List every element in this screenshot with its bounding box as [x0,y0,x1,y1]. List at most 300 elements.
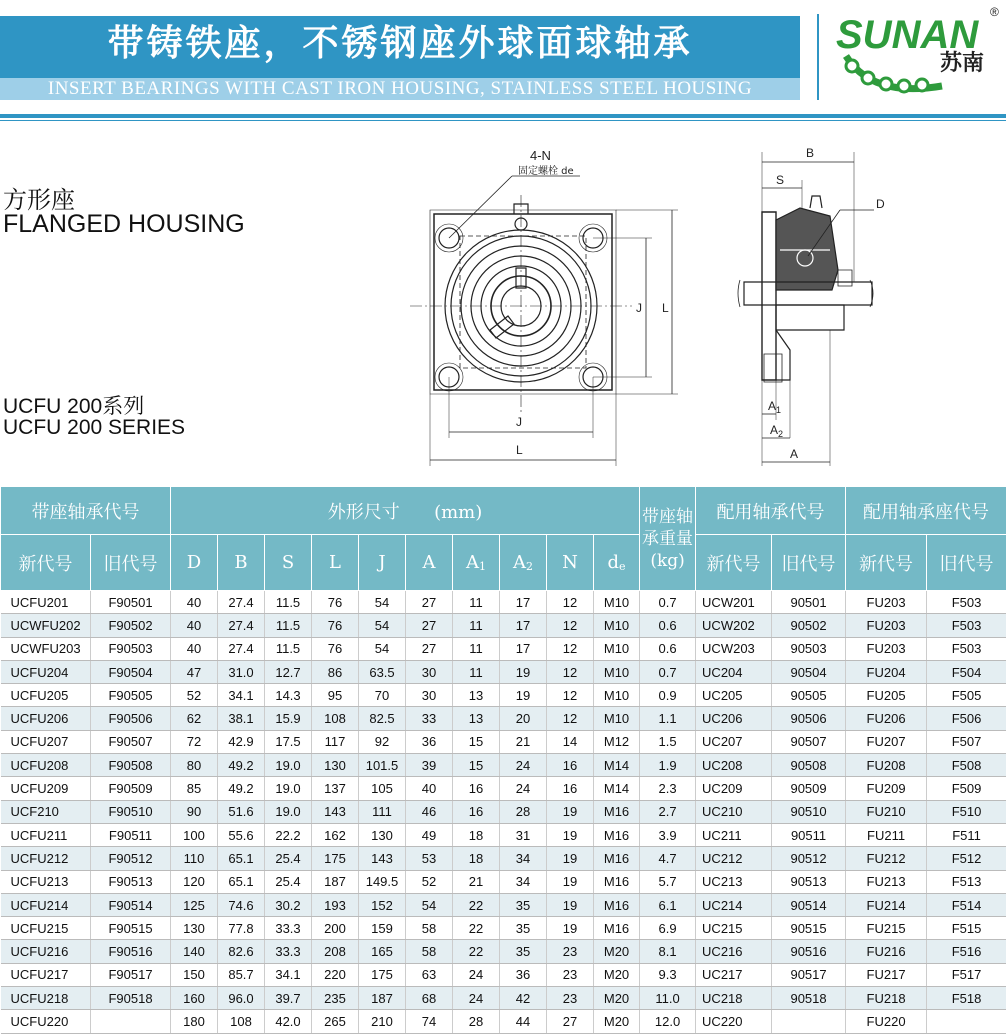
cell-bearing-new-code: UC215 [696,917,772,940]
table-row [1,707,1006,730]
cell-s: 22.2 [265,823,312,846]
header-housing-new-code: 新代号 [846,535,927,591]
section-title-zh: 方形座 [3,186,75,214]
header-de: de [594,535,640,591]
cell-bearing-old-code [772,1010,846,1033]
cell-n: 16 [547,754,594,777]
label-l-horizontal: L [516,443,523,457]
cell-old-code: F90509 [91,777,171,800]
cell-old-code: F90506 [91,707,171,730]
header-s: S [265,535,312,591]
cell-bearing-old-code: 90503 [772,637,846,660]
cell-n: 19 [547,847,594,870]
cell-b: 51.6 [218,800,265,823]
cell-a1: 11 [453,591,500,614]
cell-housing-new-code: FU211 [846,823,927,846]
cell-weight: 6.1 [640,893,696,916]
cell-n: 23 [547,940,594,963]
cell-weight: 1.9 [640,754,696,777]
cell-l: 235 [312,987,359,1010]
cell-s: 11.5 [265,591,312,614]
cell-old-code: F90518 [91,987,171,1010]
logo-registered: ® [990,5,999,19]
cell-weight: 5.7 [640,870,696,893]
cell-j: 210 [359,1010,406,1033]
cell-housing-old-code: F506 [927,707,1006,730]
cell-bearing-new-code: UC217 [696,963,772,986]
cell-old-code: F90504 [91,660,171,683]
cell-a: 39 [406,754,453,777]
cell-s: 34.1 [265,963,312,986]
cell-s: 39.7 [265,987,312,1010]
cell-bearing-old-code: 90518 [772,987,846,1010]
table-row [1,963,1006,986]
cell-a1: 16 [453,777,500,800]
cell-l: 187 [312,870,359,893]
cell-n: 14 [547,730,594,753]
cell-n: 23 [547,963,594,986]
cell-s: 14.3 [265,684,312,707]
cell-a: 30 [406,684,453,707]
table-row [1,940,1006,963]
cell-bearing-new-code: UC206 [696,707,772,730]
cell-s: 19.0 [265,754,312,777]
table-row [1,847,1006,870]
cell-weight: 11.0 [640,987,696,1010]
header-rule-thin [0,120,1006,121]
cell-b: 82.6 [218,940,265,963]
cell-l: 220 [312,963,359,986]
cell-b: 31.0 [218,660,265,683]
cell-old-code: F90517 [91,963,171,986]
label-a1: $A_1$ [768,399,782,415]
cell-j: 54 [359,591,406,614]
cell-l: 137 [312,777,359,800]
cell-a: 49 [406,823,453,846]
cell-a: 74 [406,1010,453,1033]
cell-l: 86 [312,660,359,683]
cell-n: 19 [547,800,594,823]
cell-a: 27 [406,591,453,614]
cell-n: 19 [547,823,594,846]
header-a: A [406,535,453,591]
cell-bearing-new-code: UC216 [696,940,772,963]
header-n: N [547,535,594,591]
cell-d: 100 [171,823,218,846]
cell-housing-old-code: F503 [927,614,1006,637]
header-bearing-new-code: 新代号 [696,535,772,591]
cell-b: 42.9 [218,730,265,753]
cell-housing-old-code [927,1010,1006,1033]
cell-new-code: UCFU218 [1,987,91,1010]
table-row [1,614,1006,637]
cell-weight: 0.6 [640,637,696,660]
cell-new-code: UCWFU203 [1,637,91,660]
cell-a: 52 [406,870,453,893]
cell-new-code: UCFU211 [1,823,91,846]
cell-l: 193 [312,893,359,916]
cell-bearing-new-code: UCW201 [696,591,772,614]
cell-bearing-old-code: 90506 [772,707,846,730]
cell-a2: 42 [500,987,547,1010]
cell-bearing-old-code: 90513 [772,870,846,893]
cell-a2: 34 [500,870,547,893]
spec-table-body [1,591,1006,1034]
cell-housing-new-code: FU215 [846,917,927,940]
cell-weight: 2.3 [640,777,696,800]
cell-housing-new-code: FU208 [846,754,927,777]
cell-a1: 22 [453,940,500,963]
header-j: J [359,535,406,591]
cell-bearing-old-code: 90501 [772,591,846,614]
cell-s: 33.3 [265,940,312,963]
table-row [1,800,1006,823]
cell-j: 54 [359,614,406,637]
cell-b: 38.1 [218,707,265,730]
cell-weight: 1.1 [640,707,696,730]
cell-bearing-new-code: UCW202 [696,614,772,637]
cell-bearing-new-code: UC205 [696,684,772,707]
header-housing-old-code: 旧代号 [927,535,1006,591]
table-row [1,591,1006,614]
cell-housing-new-code: FU205 [846,684,927,707]
cell-j: 54 [359,637,406,660]
cell-d: 62 [171,707,218,730]
cell-a2: 28 [500,800,547,823]
logo-ball-icon [916,79,928,91]
cell-bearing-new-code: UC204 [696,660,772,683]
cell-weight: 8.1 [640,940,696,963]
cell-weight: 1.5 [640,730,696,753]
cell-de: M16 [594,917,640,940]
cell-s: 33.3 [265,917,312,940]
cell-housing-old-code: F505 [927,684,1006,707]
cell-de: M10 [594,707,640,730]
cell-l: 208 [312,940,359,963]
cell-housing-old-code: F517 [927,963,1006,986]
header-housing-code: 配用轴承座代号 [846,487,1006,535]
cell-a2: 24 [500,754,547,777]
cell-bearing-new-code: UC208 [696,754,772,777]
label-l-vertical: L [662,301,669,315]
cell-bearing-old-code: 90502 [772,614,846,637]
cell-a2: 31 [500,823,547,846]
cell-new-code: UCFU206 [1,707,91,730]
header-old-code: 旧代号 [91,535,171,591]
cell-a2: 21 [500,730,547,753]
cell-a: 54 [406,893,453,916]
cell-housing-new-code: FU212 [846,847,927,870]
cell-housing-old-code: F515 [927,917,1006,940]
header-bearing-old-code: 旧代号 [772,535,846,591]
side-view-labels [768,146,885,461]
cell-n: 19 [547,917,594,940]
cell-bearing-old-code: 90517 [772,963,846,986]
cell-b: 85.7 [218,963,265,986]
cell-old-code: F90507 [91,730,171,753]
cell-de: M10 [594,591,640,614]
cell-l: 265 [312,1010,359,1033]
cell-old-code: F90512 [91,847,171,870]
cell-b: 108 [218,1010,265,1033]
cell-j: 152 [359,893,406,916]
cell-a1: 15 [453,754,500,777]
cell-a2: 17 [500,637,547,660]
cell-a: 68 [406,987,453,1010]
technical-drawing [400,140,900,480]
label-b: B [806,146,815,160]
cell-bearing-new-code: UC209 [696,777,772,800]
cell-housing-old-code: F514 [927,893,1006,916]
cell-de: M16 [594,870,640,893]
cell-j: 82.5 [359,707,406,730]
cell-s: 30.2 [265,893,312,916]
cell-a: 40 [406,777,453,800]
cell-l: 162 [312,823,359,846]
cell-new-code: UCWFU202 [1,614,91,637]
cell-de: M12 [594,730,640,753]
cell-l: 76 [312,614,359,637]
cell-housing-old-code: F518 [927,987,1006,1010]
cell-housing-new-code: FU220 [846,1010,927,1033]
label-s: S [776,173,785,187]
cell-old-code: F90513 [91,870,171,893]
cell-j: 105 [359,777,406,800]
cell-b: 27.4 [218,591,265,614]
cell-n: 12 [547,637,594,660]
table-row [1,893,1006,916]
cell-b: 96.0 [218,987,265,1010]
cell-l: 117 [312,730,359,753]
cell-d: 85 [171,777,218,800]
cell-b: 27.4 [218,637,265,660]
cell-housing-new-code: FU203 [846,637,927,660]
cell-j: 63.5 [359,660,406,683]
cell-a2: 19 [500,684,547,707]
cell-j: 70 [359,684,406,707]
cell-de: M20 [594,987,640,1010]
table-row [1,754,1006,777]
cell-l: 175 [312,847,359,870]
cell-weight: 0.7 [640,591,696,614]
cell-n: 12 [547,591,594,614]
header-new-code: 新代号 [1,535,91,591]
cell-bearing-old-code: 90504 [772,660,846,683]
table-row [1,917,1006,940]
cell-a: 36 [406,730,453,753]
cell-a1: 22 [453,917,500,940]
cell-new-code: UCFU216 [1,940,91,963]
cell-a: 46 [406,800,453,823]
header-d: D [171,535,218,591]
cell-n: 12 [547,660,594,683]
cell-d: 72 [171,730,218,753]
cell-n: 12 [547,707,594,730]
cell-housing-new-code: FU210 [846,800,927,823]
cell-bearing-new-code: UC211 [696,823,772,846]
cell-weight: 2.7 [640,800,696,823]
table-row [1,684,1006,707]
cell-de: M10 [594,614,640,637]
header-l: L [312,535,359,591]
cell-weight: 6.9 [640,917,696,940]
cell-a1: 24 [453,987,500,1010]
logo-brand-zh: 苏南 [940,51,985,76]
cell-d: 80 [171,754,218,777]
cell-a2: 17 [500,591,547,614]
logo-ball-icon [862,72,874,84]
cell-a2: 24 [500,777,547,800]
cell-bearing-new-code: UC213 [696,870,772,893]
cell-housing-old-code: F503 [927,591,1006,614]
cell-housing-new-code: FU206 [846,707,927,730]
cell-n: 19 [547,893,594,916]
header-weight: 带座轴承重量(kg) [640,487,696,591]
cell-a1: 28 [453,1010,500,1033]
cell-j: 111 [359,800,406,823]
cell-de: M14 [594,777,640,800]
cell-bearing-new-code: UCW203 [696,637,772,660]
header-b: B [218,535,265,591]
cell-a2: 17 [500,614,547,637]
cell-housing-new-code: FU216 [846,940,927,963]
sunan-logo [832,0,1006,100]
cell-housing-old-code: F503 [927,637,1006,660]
cell-new-code: UCFU208 [1,754,91,777]
cell-b: 65.1 [218,847,265,870]
cell-de: M14 [594,754,640,777]
cell-new-code: UCFU220 [1,1010,91,1033]
table-row [1,987,1006,1010]
table-row [1,1010,1006,1033]
cell-d: 40 [171,591,218,614]
cell-housing-old-code: F509 [927,777,1006,800]
cell-housing-new-code: FU214 [846,893,927,916]
cell-b: 27.4 [218,614,265,637]
cell-old-code: F90511 [91,823,171,846]
label-bolt: 固定螺栓 de [518,166,574,177]
header-a2: A2 [500,535,547,591]
cell-b: 55.6 [218,823,265,846]
cell-j: 149.5 [359,870,406,893]
cell-de: M20 [594,940,640,963]
cell-l: 130 [312,754,359,777]
table-row [1,777,1006,800]
cell-a: 27 [406,614,453,637]
section-title-en: FLANGED HOUSING [3,210,245,238]
cell-a: 58 [406,917,453,940]
cell-bearing-old-code: 90511 [772,823,846,846]
cell-old-code: F90501 [91,591,171,614]
cell-s: 19.0 [265,800,312,823]
cell-bearing-old-code: 90505 [772,684,846,707]
cell-housing-old-code: F504 [927,660,1006,683]
cell-new-code: UCFU205 [1,684,91,707]
logo-brand: SUNAN [836,13,979,57]
cell-d: 52 [171,684,218,707]
header-separator [817,14,819,100]
cell-a1: 22 [453,893,500,916]
cell-housing-new-code: FU204 [846,660,927,683]
cell-b: 74.6 [218,893,265,916]
label-4n: 4-N [530,148,551,163]
cell-a2: 35 [500,940,547,963]
label-j-vertical: J [636,301,642,315]
cell-a2: 19 [500,660,547,683]
cell-new-code: UCFU212 [1,847,91,870]
cell-housing-new-code: FU213 [846,870,927,893]
cell-de: M16 [594,823,640,846]
cell-d: 160 [171,987,218,1010]
cell-s: 12.7 [265,660,312,683]
cell-housing-old-code: F513 [927,870,1006,893]
cell-de: M10 [594,660,640,683]
cell-new-code: UCF210 [1,800,91,823]
cell-d: 125 [171,893,218,916]
cell-d: 40 [171,614,218,637]
cell-housing-new-code: FU207 [846,730,927,753]
cell-l: 108 [312,707,359,730]
cell-housing-new-code: FU218 [846,987,927,1010]
cell-weight: 4.7 [640,847,696,870]
cell-a1: 16 [453,800,500,823]
cell-weight: 0.6 [640,614,696,637]
header-rule [0,114,1006,118]
cell-old-code: F90503 [91,637,171,660]
cell-de: M16 [594,893,640,916]
cell-n: 12 [547,684,594,707]
cell-j: 130 [359,823,406,846]
series-label-zh: UCFU 200系列 [3,395,145,418]
cell-bearing-new-code: UC212 [696,847,772,870]
cell-weight: 0.7 [640,660,696,683]
cell-s: 42.0 [265,1010,312,1033]
cell-a1: 15 [453,730,500,753]
spec-table [0,486,1006,1034]
cell-a1: 18 [453,847,500,870]
cell-d: 120 [171,870,218,893]
banner-title-en: INSERT BEARINGS WITH CAST IRON HOUSING, STAINLESS STEEL HOUSING [47,78,753,99]
cell-n: 12 [547,614,594,637]
cell-a1: 21 [453,870,500,893]
cell-housing-old-code: F510 [927,800,1006,823]
table-row [1,660,1006,683]
cell-d: 150 [171,963,218,986]
cell-bearing-old-code: 90516 [772,940,846,963]
cell-a: 33 [406,707,453,730]
label-a2: $A_2$ [770,423,784,439]
cell-new-code: UCFU209 [1,777,91,800]
table-row [1,823,1006,846]
cell-a: 27 [406,637,453,660]
cell-bearing-new-code: UC207 [696,730,772,753]
cell-housing-old-code: F516 [927,940,1006,963]
cell-a2: 36 [500,963,547,986]
header-bearing-code: 配用轴承代号 [696,487,846,535]
cell-old-code [91,1010,171,1033]
cell-housing-new-code: FU209 [846,777,927,800]
cell-a1: 24 [453,963,500,986]
cell-de: M20 [594,963,640,986]
cell-d: 110 [171,847,218,870]
cell-d: 140 [171,940,218,963]
cell-n: 27 [547,1010,594,1033]
cell-j: 187 [359,987,406,1010]
cell-de: M16 [594,847,640,870]
cell-old-code: F90516 [91,940,171,963]
cell-bearing-new-code: UC210 [696,800,772,823]
cell-bearing-old-code: 90507 [772,730,846,753]
